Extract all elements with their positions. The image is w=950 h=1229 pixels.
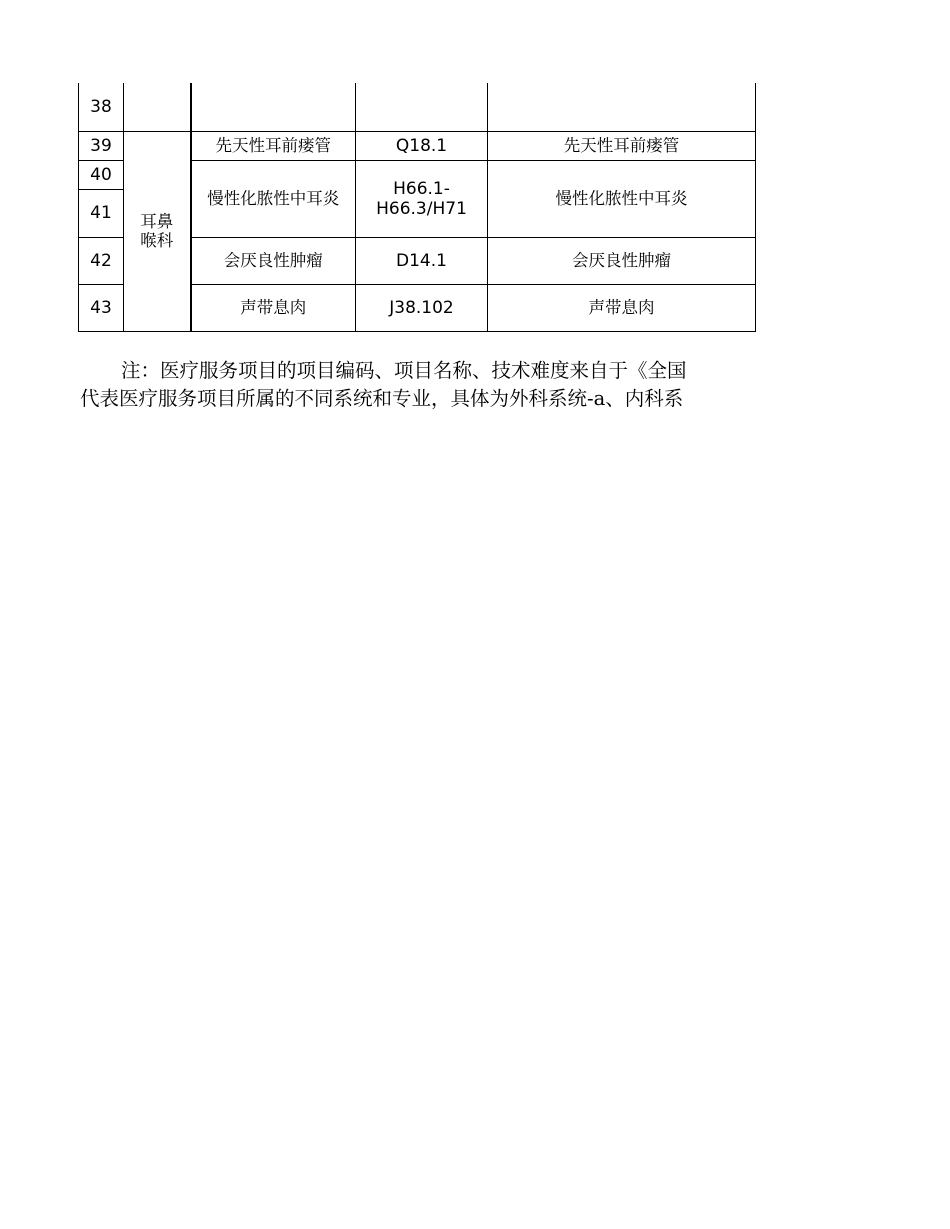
table-row: [79, 131, 756, 160]
disease-code-cell: D14.1: [356, 237, 488, 284]
disease-code-table: [78, 83, 756, 332]
footnote-line-2: 代表医疗服务项目所属的不同系统和专业，具体为外科系统-a、内科系: [80, 387, 684, 410]
code-line-1: H66.1-: [393, 178, 450, 199]
row-number: 39: [79, 131, 124, 160]
footnote-line-1: 注：医疗服务项目的项目编码、项目名称、技术难度来自于《全国: [121, 359, 687, 382]
disease-description-cell: 会厌良性肿瘤: [488, 237, 756, 284]
disease-name-cell: 先天性耳前瘘管: [191, 131, 356, 160]
row-number: 41: [79, 189, 124, 237]
disease-description-cell: [488, 83, 756, 131]
row-number: 38: [79, 83, 124, 131]
disease-name-cell: 会厌良性肿瘤: [191, 237, 356, 284]
row-number: 42: [79, 237, 124, 284]
disease-name-cell: 声带息肉: [191, 284, 356, 331]
department-cell: [124, 83, 191, 131]
disease-description-cell: 声带息肉: [488, 284, 756, 331]
disease-name-cell: 慢性化脓性中耳炎: [191, 160, 356, 237]
disease-description-cell: 慢性化脓性中耳炎: [488, 160, 756, 237]
row-number: 43: [79, 284, 124, 331]
disease-description-cell: 先天性耳前瘘管: [488, 131, 756, 160]
footnote: [80, 357, 755, 413]
code-line-2: H66.3/H71: [376, 198, 467, 219]
disease-code-cell: Q18.1: [356, 131, 488, 160]
table-row: [79, 83, 756, 131]
department-cell: 耳鼻 喉科: [124, 131, 191, 331]
disease-code-cell: [356, 160, 488, 237]
row-number: 40: [79, 160, 124, 189]
disease-name-cell: [191, 83, 356, 131]
disease-code-cell: J38.102: [356, 284, 488, 331]
disease-code-cell: [356, 83, 488, 131]
